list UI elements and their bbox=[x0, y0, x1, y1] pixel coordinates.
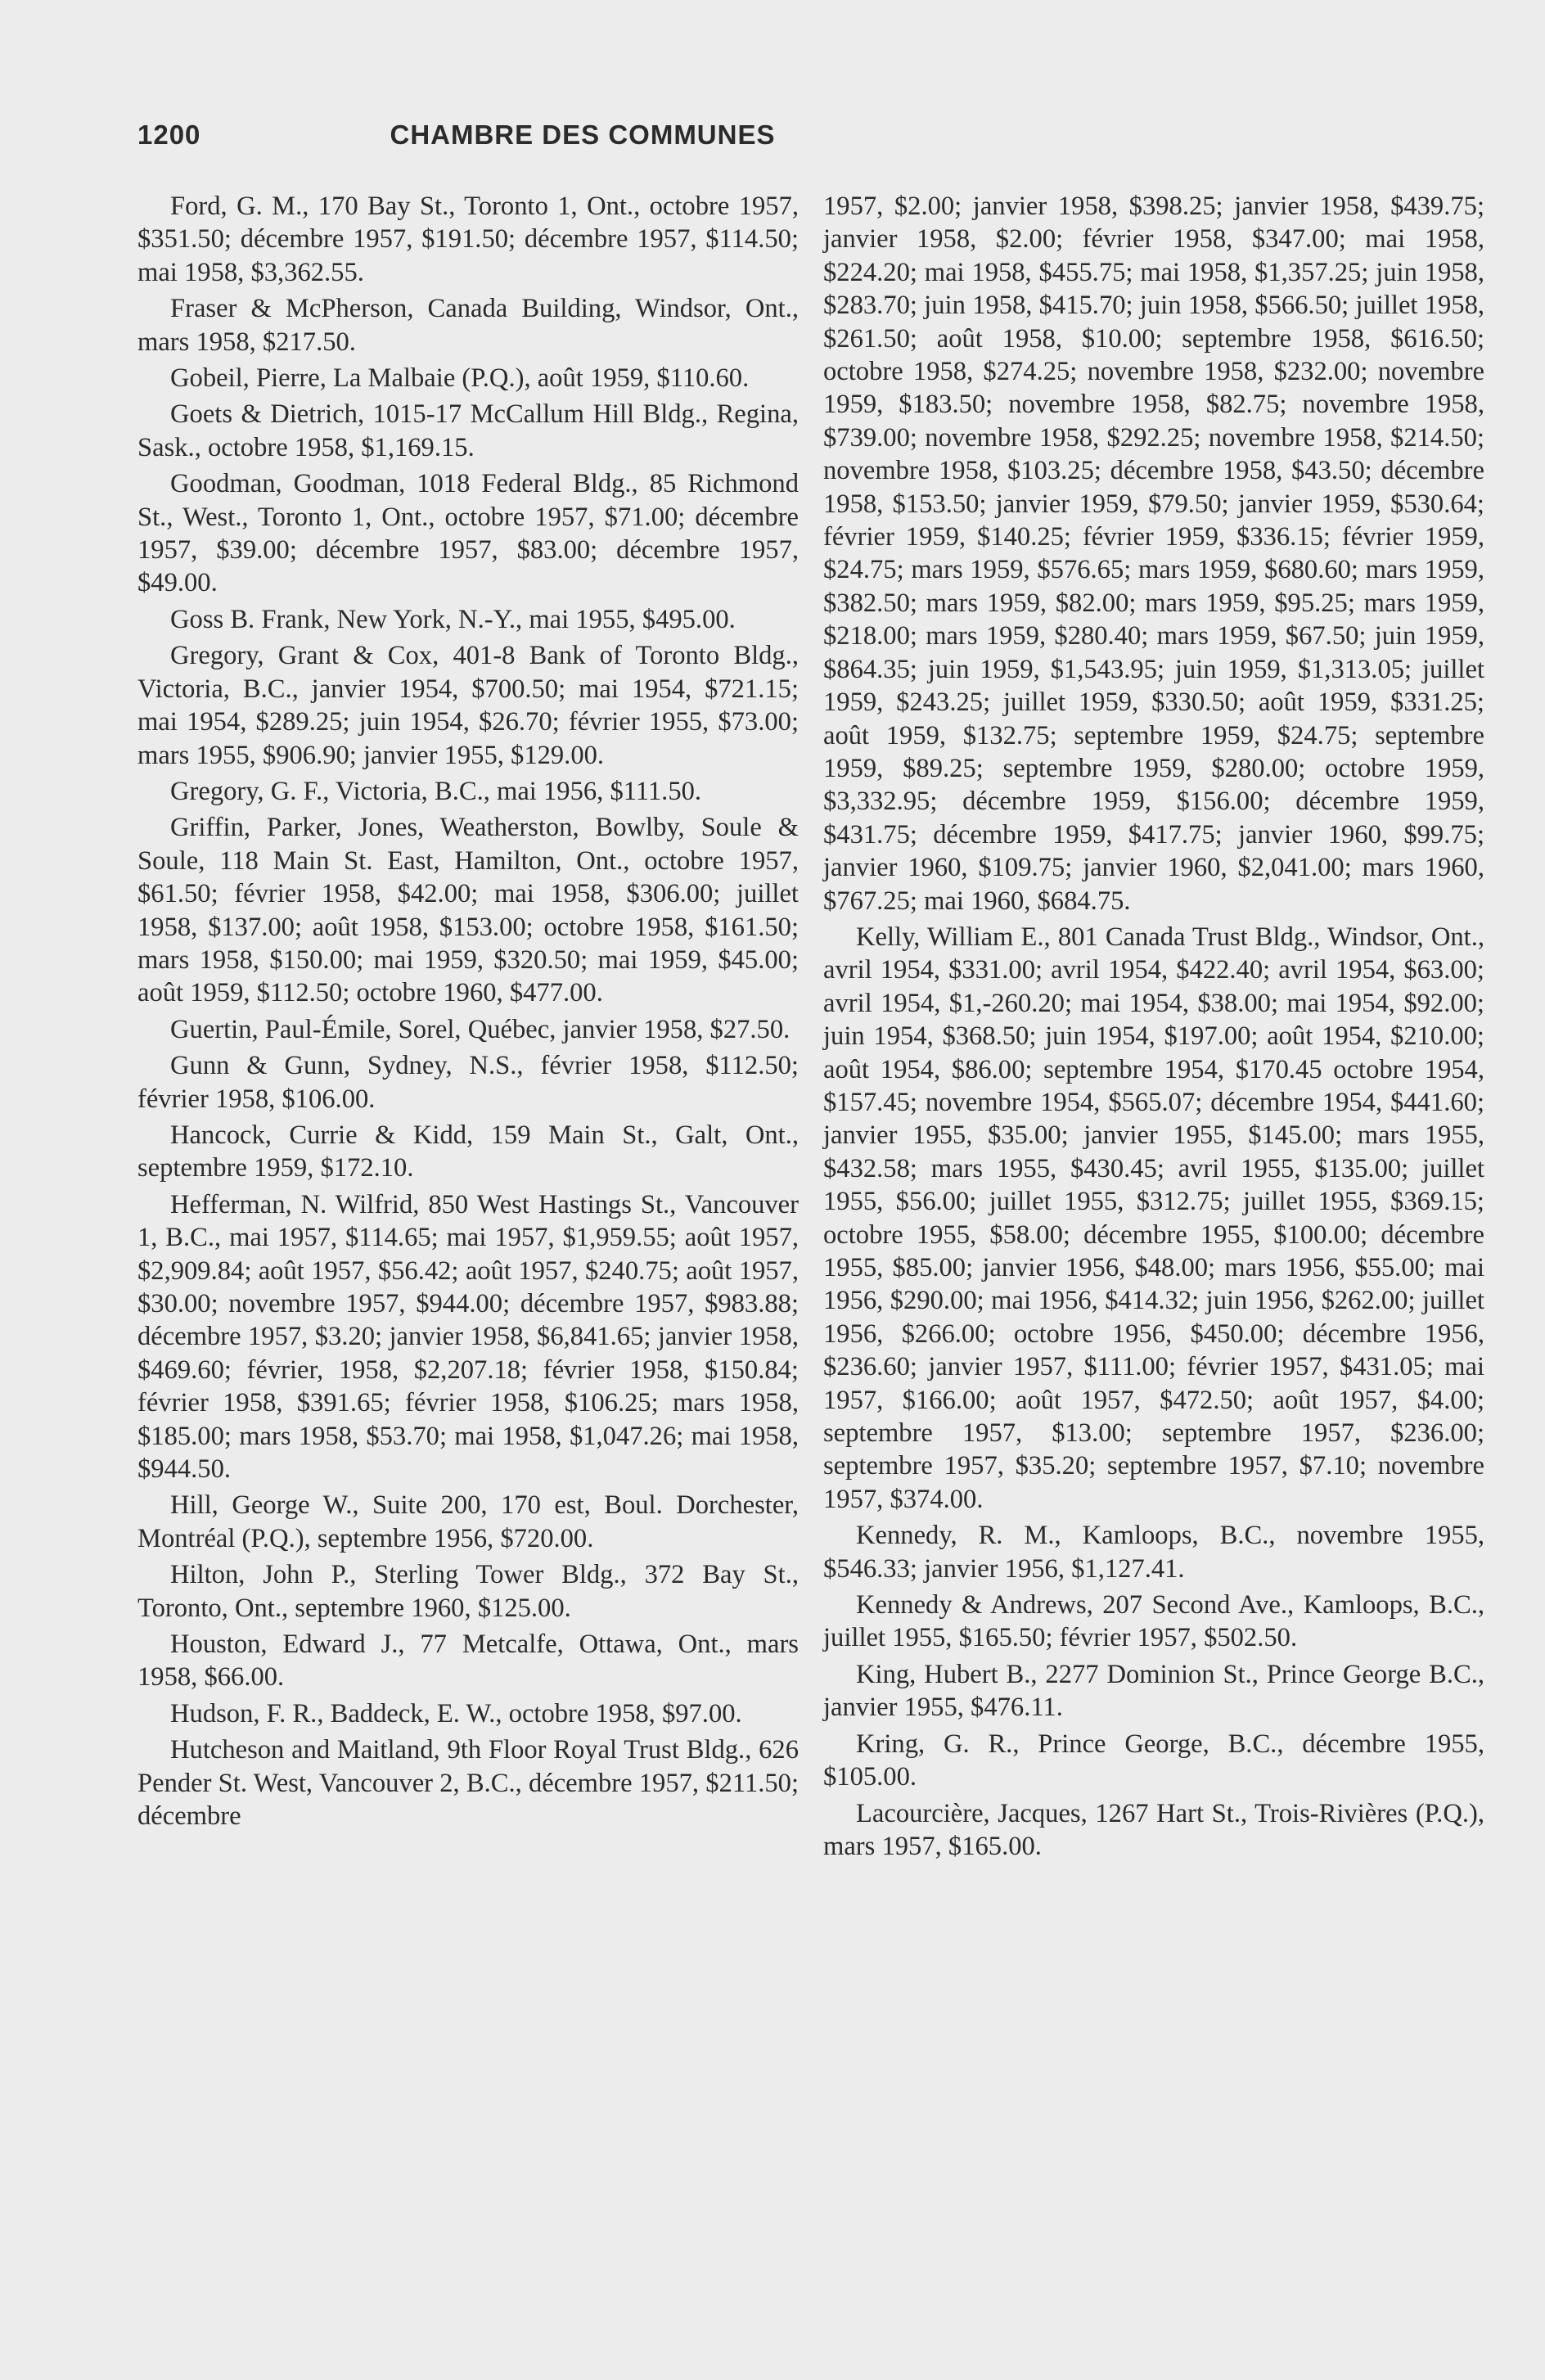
list-entry: Griffin, Parker, Jones, Weatherston, Bowlby, Soule & Soule, 118 Main St. East, Hamilton, Ont., octobre 1957, $61.50; février 1958, $42.00; mai 1958, $306.00; juillet 1958, $137.00; août 1958, $153.00; octobre 1958, $161.50; mars 1958, $150.00; mai 1959, $320.50; mai 1959, $45.00; août 1959, $112.50; octobre 1960, $477.00. bbox=[137, 813, 799, 1008]
list-entry: Gregory, G. F., Victoria, B.C., mai 1956, $111.50. bbox=[170, 776, 702, 806]
list-entry: Hefferman, N. Wilfrid, 850 West Hastings St., Vancouver 1, B.C., mai 1957, $114.65; mai 1957, $1,959.55; août 1957, $2,909.84; août 1957, $56.42; août 1957, $240.75; août 1957, $30.00; novembre 1957, $944.00; décembre 1957, $983.88; décembre 1957, $3.20; janvier 1958, $6,841.65; janvier 1958, $469.60; février, 1958, $2,207.18; février 1958, $150.84; février 1958, $391.65; février 1958, $106.25; mars 1958, $185.00; mars 1958, $53.70; mai 1958, $1,047.26; mai 1958, $944.50. bbox=[137, 1189, 799, 1485]
list-entry: Fraser & McPherson, Canada Building, Windsor, Ont., mars 1958, $217.50. bbox=[137, 294, 799, 357]
list-entry: Houston, Edward J., 77 Metcalfe, Ottawa, Ont., mars 1958, $66.00. bbox=[137, 1629, 799, 1693]
list-entry: Gobeil, Pierre, La Malbaie (P.Q.), août 1959, $110.60. bbox=[170, 363, 750, 394]
list-entry: Kring, G. R., Prince George, B.C., décembre 1955, $105.00. bbox=[823, 1729, 1484, 1792]
list-entry: Kennedy, R. M., Kamloops, B.C., novembre 1955, $546.33; janvier 1956, $1,127.41. bbox=[823, 1521, 1484, 1584]
list-entry: Gregory, Grant & Cox, 401-8 Bank of Toronto Bldg., Victoria, B.C., janvier 1954, $700.50; mai 1954, $721.15; mai 1954, $289.25; juin 1954, $26.70; février 1955, $73.00; mars 1955, $906.90; janvier 1955, $129.00. bbox=[137, 641, 799, 770]
list-entry: Lacourcière, Jacques, 1267 Hart St., Trois-Rivières (P.Q.), mars 1957, $165.00. bbox=[823, 1798, 1484, 1861]
left-column bbox=[137, 190, 799, 1837]
list-entry: Hutcheson and Maitland, 9th Floor Royal Trust Bldg., 626 Pender St. West, Vancouver 2, B.C., décembre 1957, $211.50; décembre bbox=[137, 1735, 799, 1832]
list-entry: Kelly, William E., 801 Canada Trust Bldg., Windsor, Ont., avril 1954, $331.00; avril 1954, $422.40; avril 1954, $63.00; avril 1954, $1,-260.20; mai 1954, $38.00; mai 1954, $92.00; juin 1954, $368.50; juin 1954, $197.00; août 1954, $210.00; août 1954, $86.00; septembre 1954, $170.45 octobre 1954, $157.45; novembre 1954, $565.07; décembre 1954, $441.60; janvier 1955, $35.00; janvier 1955, $145.00; mars 1955, $432.58; mars 1955, $430.45; avril 1955, $135.00; juillet 1955, $56.00; juillet 1955, $312.75; juillet 1955, $369.15; octobre 1955, $58.00; décembre 1955, $100.00; décembre 1955, $85.00; janvier 1956, $48.00; mars 1956, $55.00; mai 1956, $290.00; mai 1956, $414.32; juin 1956, $262.00; juillet 1956, $266.00; octobre 1956, $450.00; décembre 1956, $236.60; janvier 1957, $111.00; février 1957, $431.05; mai 1957, $166.00; août 1957, $472.50; août 1957, $4.00; septembre 1957, $13.00; septembre 1957, $236.00; septembre 1957, $35.20; septembre 1957, $7.10; novembre 1957, $374.00. bbox=[823, 922, 1484, 1514]
page-header bbox=[137, 119, 1028, 160]
list-entry: Hudson, F. R., Baddeck, E. W., octobre 1958, $97.00. bbox=[170, 1698, 742, 1729]
list-entry: Kennedy & Andrews, 207 Second Ave., Kamloops, B.C., juillet 1955, $165.50; février 1957, $502.50. bbox=[823, 1590, 1484, 1653]
list-entry: King, Hubert B., 2277 Dominion St., Prince George B.C., janvier 1955, $476.11. bbox=[823, 1659, 1484, 1723]
list-entry: Goodman, Goodman, 1018 Federal Bldg., 85 Richmond St., West., Toronto 1, Ont., octobre 1957, $71.00; décembre 1957, $39.00; décembre 1957, $83.00; décembre 1957, $49.00. bbox=[137, 469, 799, 598]
list-entry: Hancock, Currie & Kidd, 159 Main St., Galt, Ont., septembre 1959, $172.10. bbox=[137, 1120, 799, 1183]
list-entry: Guertin, Paul-Émile, Sorel, Québec, janvier 1958, $27.50. bbox=[170, 1014, 791, 1044]
right-column bbox=[823, 190, 1484, 1866]
list-entry: Gunn & Gunn, Sydney, N.S., février 1958, $112.50; février 1958, $106.00. bbox=[137, 1051, 799, 1114]
continued-entry: 1957, $2.00; janvier 1958, $398.25; janvier 1958, $439.75; janvier 1958, $2.00; février 1958, $347.00; mai 1958, $224.20; mai 1958, $455.75; mai 1958, $1,357.25; juin 1958, $283.70; juin 1958, $415.70; juin 1958, $566.50; juillet 1958, $261.50; août 1958, $10.00; septembre 1958, $616.50; octobre 1958, $274.25; novembre 1958, $232.00; novembre 1959, $183.50; novembre 1958, $82.75; novembre 1958, $739.00; novembre 1958, $292.25; novembre 1958, $214.50; novembre 1958, $103.25; décembre 1958, $43.50; décembre 1958, $153.50; janvier 1959, $79.50; janvier 1959, $530.64; février 1959, $140.25; février 1959, $336.15; février 1959, $24.75; mars 1959, $576.65; mars 1959, $680.60; mars 1959, $382.50; mars 1959, $82.00; mars 1959, $95.25; mars 1959, $218.00; mars 1959, $280.40; mars 1959, $67.50; juin 1959, $864.35; juin 1959, $1,543.95; juin 1959, $1,313.05; juillet 1959, $243.25; juillet 1959, $330.50; août 1959, $331.25; août 1959, $132.75; septembre 1959, $24.75; septembre 1959, $89.25; septembre 1959, $280.00; octobre 1959, $3,332.95; décembre 1959, $156.00; décembre 1959, $431.75; décembre 1959, $417.75; janvier 1960, $99.75; janvier 1960, $109.75; janvier 1960, $2,041.00; mars 1960, $767.25; mai 1960, $684.75. bbox=[823, 192, 1484, 916]
list-entry: Hill, George W., Suite 200, 170 est, Boul. Dorchester, Montréal (P.Q.), septembre 1956, $720.00. bbox=[137, 1490, 799, 1553]
list-entry: Ford, G. M., 170 Bay St., Toronto 1, Ont., octobre 1957, $351.50; décembre 1957, $191.50; décembre 1957, $114.50; mai 1958, $3,362.55. bbox=[137, 192, 799, 287]
list-entry: Goss B. Frank, New York, N.-Y., mai 1955, $495.00. bbox=[170, 604, 736, 634]
running-title: CHAMBRE DES COMMUNES bbox=[390, 119, 776, 150]
list-entry: Goets & Dietrich, 1015-17 McCallum Hill Bldg., Regina, Sask., octobre 1958, $1,169.15. bbox=[137, 399, 799, 462]
page-number: 1200 bbox=[137, 119, 201, 150]
list-entry: Hilton, John P., Sterling Tower Bldg., 372 Bay St., Toronto, Ont., septembre 1960, $125.00. bbox=[137, 1560, 799, 1623]
